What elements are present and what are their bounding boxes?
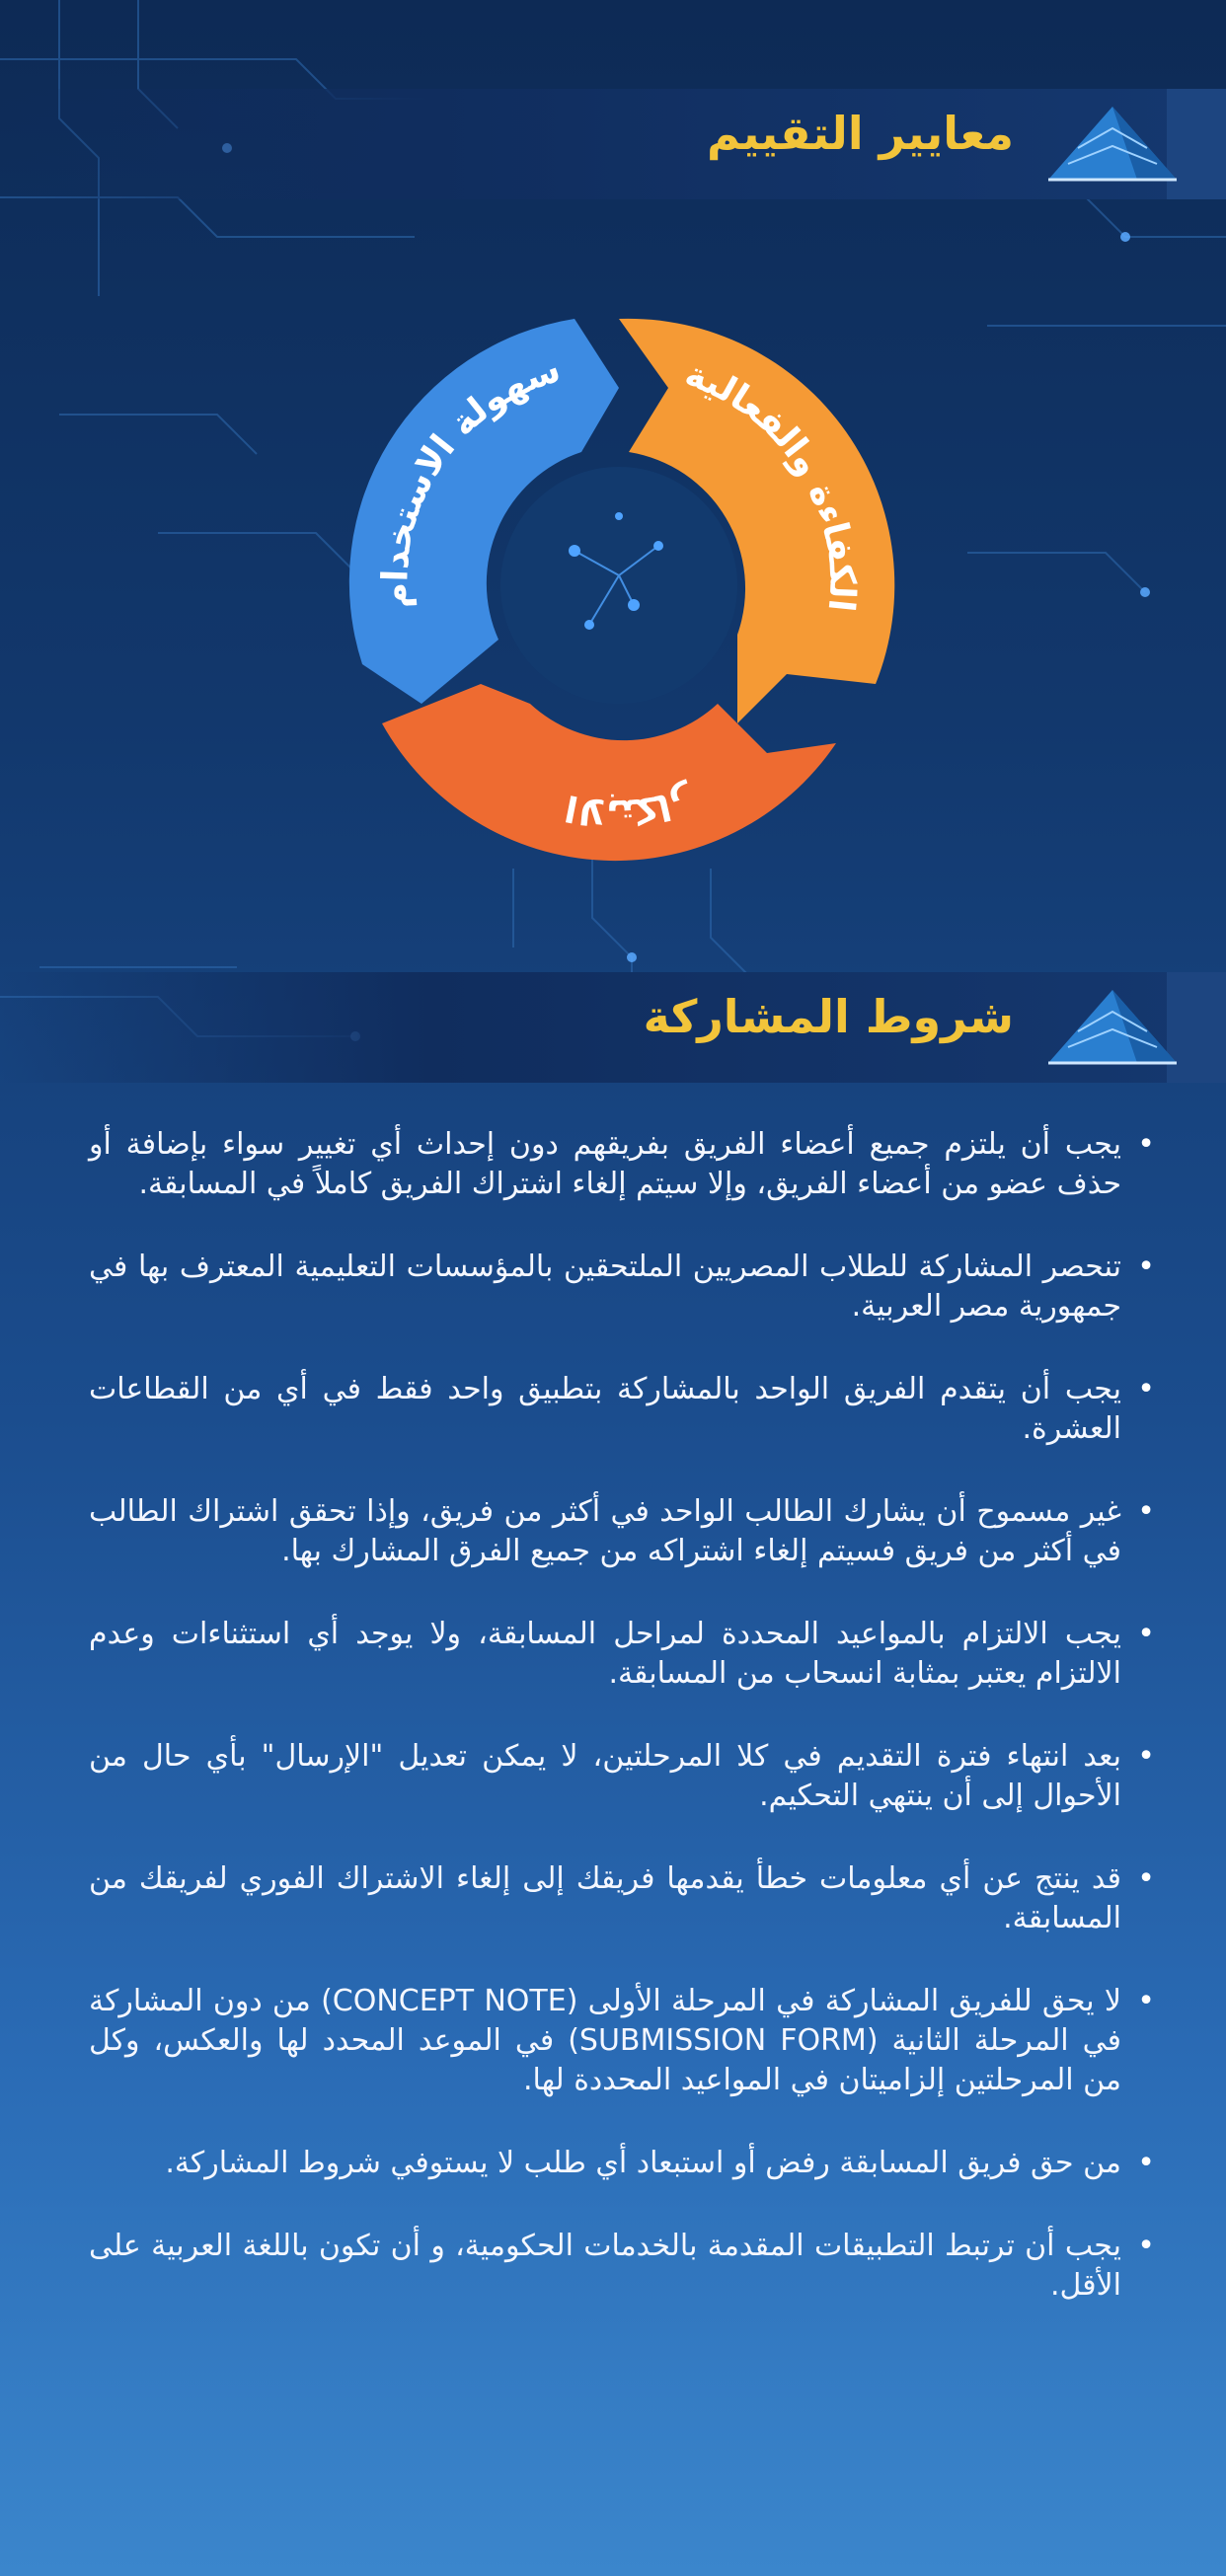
rule-item: • بعد انتهاء فترة التقديم في كلا المرحلتين، لا يمكن تعديل "الإرسال" بأي حال من الأحوال إلى أن ينتهي التحكيم. [89, 1739, 1155, 1813]
efficiency-label: الكفاءة والفعالية [679, 353, 863, 614]
bullet-icon: • [1137, 1494, 1155, 1529]
bullet-icon: • [1137, 1372, 1155, 1406]
rule-item: • يجب أن يتقدم الفريق الواحد بالمشاركة بتطبيق واحد فقط في أي من القطاعات العشرة. [89, 1372, 1155, 1446]
bullet-icon: • [1137, 1739, 1155, 1774]
rule-item: • قد ينتج عن أي معلومات خطأ يقدمها فريقك إلى إلغاء الاشتراك الفوري لفريقك من المسابقة. [89, 1861, 1155, 1935]
bullet-icon: • [1137, 2146, 1155, 2180]
evaluation-header [0, 89, 1226, 199]
pyramid-logo-icon [1038, 99, 1187, 188]
bullet-icon: • [1137, 1861, 1155, 1896]
participation-title: شروط المشاركة [643, 990, 1014, 1043]
bullet-icon: • [1137, 1127, 1155, 1162]
rule-item: • يجب الالتزام بالمواعيد المحددة لمراحل المسابقة، ولا يوجد أي استثناءات وعدم الالتزام يعتبر بمثابة انسحاب من المسابقة. [89, 1617, 1155, 1691]
participation-header [0, 972, 1226, 1083]
usability-label: سهولة الاستخدام [375, 348, 566, 611]
pyramid-logo-icon [1038, 982, 1187, 1071]
innovation-label: الابتكار [562, 779, 697, 833]
bullet-icon: • [1137, 2229, 1155, 2263]
bullet-icon: • [1137, 1617, 1155, 1651]
rule-item: • تنحصر المشاركة للطلاب المصريين الملتحقين بالمؤسسات التعليمية المعترف بها في جمهورية مصر العربية. [89, 1250, 1155, 1324]
cycle-center [500, 467, 737, 704]
innovation-segment [382, 684, 836, 861]
rule-item: • يجب أن يلتزم جميع أعضاء الفريق بفريقهم دون إحداث أي تغيير سواء بإضافة أو حذف عضو من أعضاء الفريق، وإلا سيتم إلغاء اشتراك الفريق كاملاً في المسابقة. [89, 1127, 1155, 1201]
evaluation-cycle-diagram [323, 289, 915, 881]
rule-item: • يجب أن ترتبط التطبيقات المقدمة بالخدمات الحكومية، و أن تكون باللغة العربية على الأقل. [89, 2229, 1155, 2303]
evaluation-title: معايير التقييم [707, 107, 1014, 160]
rule-item: • غير مسموح أن يشارك الطالب الواحد في أكثر من فريق، وإذا تحقق اشتراك الطالب في أكثر من فريق فسيتم إلغاء اشتراكه من جميع الفرق المشارك بها. [89, 1494, 1155, 1568]
rule-item: • من حق فريق المسابقة رفض أو استبعاد أي طلب لا يستوفي شروط المشاركة. [89, 2144, 1155, 2183]
bullet-icon: • [1137, 1984, 1155, 2018]
participation-rules-list [89, 1125, 1155, 2349]
rule-item: • لا يحق للفريق المشاركة في المرحلة الأولى (CONCEPT NOTE) من دون المشاركة في المرحلة الثانية (SUBMISSION FORM) في الموعد المحدد لها والعكس، وكل من المرحلتين إلزاميتان في المواعيد المحددة لها. [89, 1984, 1155, 2097]
bullet-icon: • [1137, 1250, 1155, 1284]
